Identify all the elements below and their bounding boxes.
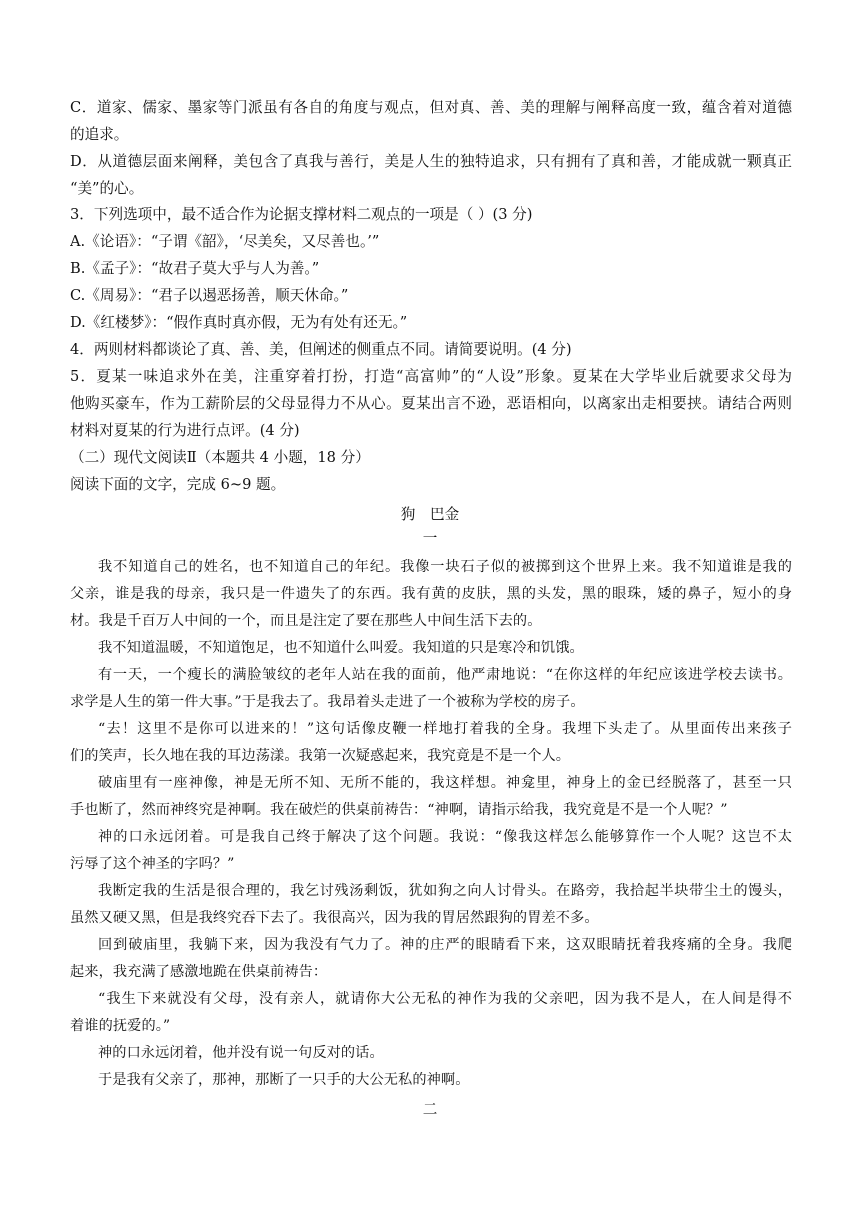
story-p2: 我不知道温暖，不知道饱足，也不知道什么叫爱。我知道的只是寒冷和饥饿。 xyxy=(98,640,584,656)
reading-instruction: 阅读下面的文字，完成 6~9 题。 xyxy=(70,476,286,493)
story-p6-line-1: 神的口永远闭着。可是我自己终于解决了这个问题。我说：“像我这样怎么能够算作一个人呢？这岂不太 xyxy=(98,829,792,845)
story-p7-line-1: 我断定我的生活是很合理的，我乞讨残汤剩饭，犹如狗之向人讨骨头。在路旁，我拾起半块带尘土的馒头， xyxy=(98,883,792,899)
story-p5-line-1: 破庙里有一座神像，神是无所不知、无所不能的，我这样想。神龛里，神身上的金已经脱落了，甚至一只 xyxy=(98,775,792,791)
question-3-option-c: C.《周易》：“君子以遏恶扬善，顺天休命。” xyxy=(70,287,349,304)
option-c-line-1: C．道家、儒家、墨家等门派虽有各自的角度与观点，但对真、善、美的理解与阐释高度一致，蕴含着对道德 xyxy=(70,99,792,116)
story-p1-line-1: 我不知道自己的姓名，也不知道自己的年纪。我像一块石子似的被掷到这个世界上来。我不知道谁是我的 xyxy=(98,559,792,575)
question-5-line-3: 材料对夏某的行为进行点评。(4 分) xyxy=(70,422,300,439)
question-3-option-a: A.《论语》：“子谓《韶》，‘尽美矣，又尽善也。’” xyxy=(70,233,380,250)
story-p8-line-2: 起来，我充满了感激地跪在供桌前祷告： xyxy=(70,964,328,980)
story-p4-line-1: “去！这里不是你可以进来的！”这句话像皮鞭一样地打着我的全身。我埋下头走了。从里面传出来孩子 xyxy=(98,721,792,737)
option-c-line-2: 的追求。 xyxy=(70,126,129,143)
story-p8-line-1: 回到破庙里，我躺下来，因为我没有气力了。神的庄严的眼睛看下来，这双眼睛抚着我疼痛的全身。我爬 xyxy=(98,937,792,953)
question-4: 4．两则材料都谈论了真、善、美，但阐述的侧重点不同。请简要说明。(4 分) xyxy=(70,341,572,358)
question-3-stem: 3．下列选项中，最不适合作为论据支撑材料二观点的一项是（ ）(3 分) xyxy=(70,206,533,223)
story-p6-line-2: 污辱了这个神圣的字吗？” xyxy=(70,856,235,872)
story-p9-line-2: 着谁的抚爱的。” xyxy=(70,1018,171,1034)
question-3-option-b: B.《孟子》：“故君子莫大乎与人为善。” xyxy=(70,260,320,277)
story-p10: 神的口永远闭着，他并没有说一句反对的话。 xyxy=(98,1045,384,1061)
story-p1-line-2: 父亲，谁是我的母亲，我只是一件遗失了的东西。我有黄的皮肤，黑的头发，黑的眼珠，矮的鼻子，短小的身 xyxy=(70,586,792,602)
story-p11: 于是我有父亲了，那神，那断了一只手的大公无私的神啊。 xyxy=(98,1072,470,1088)
story-p4-line-2: 们的笑声，长久地在我的耳边荡漾。我第一次疑惑起来，我究竟是不是一个人。 xyxy=(70,748,571,764)
part-one-marker: 一 xyxy=(422,530,438,547)
question-3-option-d: D.《红楼梦》：“假作真时真亦假，无为有处有还无。” xyxy=(70,314,408,331)
story-p3-line-1: 有一天，一个瘦长的满脸皱纹的老年人站在我的面前，他严肃地说：“在你这样的年纪应该进学校去读书。 xyxy=(98,667,792,683)
story-p3-line-2: 求学是人生的第一件大事。”于是我去了。我昂着头走进了一个被称为学校的房子。 xyxy=(70,694,585,710)
story-p9-line-1: “我生下来就没有父母，没有亲人，就请你大公无私的神作为我的父亲吧，因为我不是人，在人间是得不 xyxy=(98,991,792,1007)
option-d-line-1: D．从道德层面来阐释，美包含了真我与善行，美是人生的独特追求，只有拥有了真和善，才能成就一颗真正 xyxy=(70,153,792,170)
story-p5-line-2: 手也断了，然而神终究是神啊。我在破烂的供桌前祷告：“神啊，请指示给我，我究竟是不是一个人呢？” xyxy=(70,802,728,818)
question-5-line-2: 他购买豪车，作为工薪阶层的父母显得力不从心。夏某出言不逊，恶语相向，以离家出走相要挟。请结合两则 xyxy=(70,395,792,412)
option-d-line-2: “美”的心。 xyxy=(70,180,144,197)
section-heading: （二）现代文阅读Ⅱ（本题共 4 小题，18 分） xyxy=(70,449,370,466)
part-two-marker: 二 xyxy=(422,1101,438,1118)
question-5-line-1: 5．夏某一味追求外在美，注重穿着打扮，打造“高富帅”的“人设”形象。夏某在大学毕业后就要求父母为 xyxy=(70,368,792,385)
story-title: 狗 巴金 xyxy=(400,506,460,523)
story-p1-line-3: 材。我是千百万人中间的一个，而且是注定了要在那些人中间生活下去的。 xyxy=(70,613,542,629)
story-p7-line-2: 虽然又硬又黑，但是我终究吞下去了。我很高兴，因为我的胃居然跟狗的胃差不多。 xyxy=(70,910,599,926)
